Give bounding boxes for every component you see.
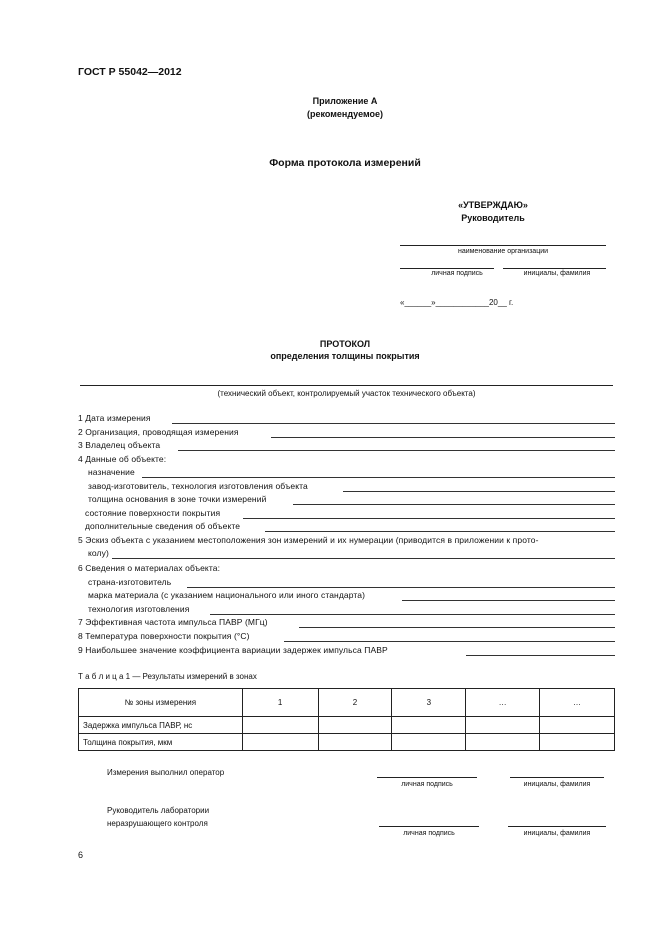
row-label: Задержка импульса ПАВР, нс [79, 717, 243, 734]
org-caption: наименование организации [457, 248, 549, 255]
header-cell: 2 [318, 689, 392, 717]
operator-signature-line [377, 777, 477, 778]
item-2-line [271, 437, 615, 438]
item-6-country-line [187, 587, 615, 588]
table-cell [242, 734, 318, 751]
item-3: 3 Владелец объекта [78, 440, 161, 450]
approval-initials-line [503, 268, 606, 269]
item-4-manufacturer-line [343, 491, 615, 492]
table-caption: Т а б л и ц а 1 — Результаты измерений в зонах [78, 672, 257, 681]
item-4-manufacturer: завод-изготовитель, технология изготовления объекта [88, 481, 308, 491]
item-6: 6 Сведения о материалах объекта: [78, 563, 221, 573]
item-4-additional-line [265, 531, 615, 532]
item-5-line [112, 558, 615, 559]
lab-head-label-1: Руководитель лаборатории [107, 806, 210, 815]
item-7-line [299, 627, 615, 628]
item-4-surface-line [243, 518, 615, 519]
operator-label: Измерения выполнил оператор [107, 768, 225, 777]
approval-initials-caption: инициалы, фамилия [523, 270, 591, 277]
table-cell [540, 717, 615, 734]
protocol-subtitle: определения толщины покрытия [270, 351, 420, 361]
item-6-country: страна-изготовитель [88, 577, 172, 587]
approval-signature-caption: личная подпись [431, 270, 483, 277]
table-cell [392, 717, 466, 734]
item-4-thickness-line [293, 504, 615, 505]
item-9-line [466, 655, 615, 656]
item-4-purpose-line [142, 477, 615, 478]
item-2: 2 Организация, проводящая измерения [78, 427, 239, 437]
appendix-subtitle: (рекомендуемое) [307, 109, 383, 119]
table-cell [466, 717, 540, 734]
item-4-thickness: толщина основания в зоне точки измерений [88, 494, 267, 504]
table-cell [318, 717, 392, 734]
object-caption: (технический объект, контролируемый участок технического объекта) [217, 389, 476, 398]
lab-signature-caption: личная подпись [403, 830, 455, 837]
item-9: 9 Наибольшее значение коэффициента вариации задержек импульса ПАВР [78, 645, 388, 655]
table-header-row [79, 689, 615, 717]
lab-initials-caption: инициалы, фамилия [523, 830, 591, 837]
approval-signature-line [400, 268, 494, 269]
item-8-line [284, 641, 615, 642]
item-6-technology-line [210, 614, 615, 615]
approve-label: «УТВЕРЖДАЮ» [458, 200, 528, 210]
item-4-additional: дополнительные сведения об объекте [85, 521, 241, 531]
results-table [78, 688, 615, 751]
header-cell: … [540, 689, 615, 717]
item-1: 1 Дата измерения [78, 413, 151, 423]
row-label: Толщина покрытия, мкм [79, 734, 243, 751]
item-4-surface: состояние поверхности покрытия [85, 508, 221, 518]
table-cell [466, 734, 540, 751]
document-header: ГОСТ Р 55042—2012 [78, 66, 182, 78]
object-line [80, 385, 613, 386]
header-cell: 1 [242, 689, 318, 717]
item-7: 7 Эффективная частота импульса ПАВР (МГц) [78, 617, 268, 627]
item-3-line [178, 450, 615, 451]
item-1-line [172, 423, 615, 424]
item-6-grade: марка материала (с указанием национального или иного стандарта) [88, 590, 366, 600]
lab-signature-line [379, 826, 479, 827]
protocol-title: ПРОТОКОЛ [319, 339, 371, 349]
appendix-title: Приложение А [312, 96, 378, 106]
form-title: Форма протокола измерений [269, 157, 421, 169]
item-4-purpose: назначение [88, 467, 135, 477]
item-5: 5 Эскиз объекта с указанием местоположения зон измерений и их нумерации (приводится в приложении к прото- [78, 535, 539, 545]
header-cell: … [466, 689, 540, 717]
item-6-technology: технология изготовления [88, 604, 190, 614]
table-row [79, 717, 615, 734]
table-cell [242, 717, 318, 734]
table-cell [318, 734, 392, 751]
item-8: 8 Температура поверхности покрытия (°С) [78, 631, 250, 641]
header-cell: № зоны измерения [79, 689, 243, 717]
operator-initials-caption: инициалы, фамилия [523, 781, 591, 788]
table-cell [392, 734, 466, 751]
header-cell: 3 [392, 689, 466, 717]
head-label: Руководитель [461, 213, 525, 223]
org-line [400, 245, 606, 246]
item-4: 4 Данные об объекте: [78, 454, 167, 464]
page-number: 6 [78, 850, 84, 860]
approval-date-line: «______»____________20__ г. [400, 298, 514, 307]
operator-initials-line [510, 777, 604, 778]
item-5-cont: колу) [88, 548, 109, 558]
lab-head-label-2: неразрушающего контроля [107, 819, 208, 828]
table-cell [540, 734, 615, 751]
operator-signature-caption: личная подпись [401, 781, 453, 788]
item-6-grade-line [402, 600, 615, 601]
table-row [79, 734, 615, 751]
lab-initials-line [508, 826, 606, 827]
